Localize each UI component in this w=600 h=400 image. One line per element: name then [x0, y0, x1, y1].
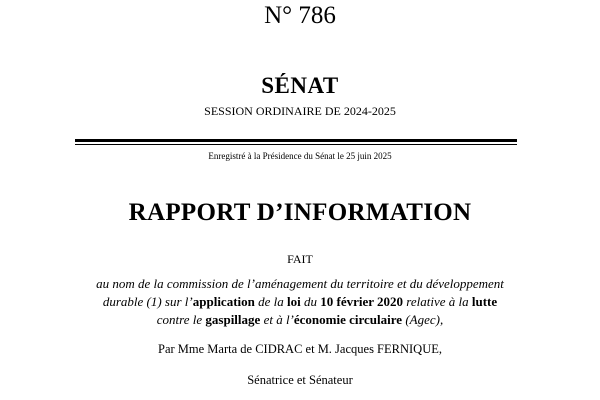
made-label: FAIT — [287, 252, 313, 266]
report-subject — [0, 275, 600, 329]
subject-line — [0, 275, 600, 293]
subject-text: durable (1) sur l’ — [102, 294, 193, 309]
author-roles: Sénatrice et Sénateur — [247, 373, 353, 387]
subject-text: au nom de la commission de l’aménagement du territoire et du développement — [96, 276, 504, 291]
subject-emphasis: application — [192, 294, 255, 309]
subject-emphasis: économie circulaire — [293, 312, 403, 327]
session-label: SESSION ORDINAIRE DE 2024-2025 — [204, 104, 396, 118]
subject-line — [0, 311, 600, 329]
report-title: RAPPORT D’INFORMATION — [128, 199, 472, 226]
subject-text: du — [300, 294, 321, 309]
report-authors: Par Mme Marta de CIDRAC et M. Jacques FERNIQUE, — [158, 342, 442, 356]
subject-text: relative à la — [403, 294, 472, 309]
subject-line — [0, 293, 600, 311]
separator-rule-thin — [75, 144, 517, 145]
document-number: N° 786 — [264, 2, 336, 29]
subject-emphasis: 10 février 2020 — [320, 294, 404, 309]
subject-text: contre le — [156, 312, 206, 327]
separator-rule-thick — [75, 139, 517, 142]
subject-text: de la — [254, 294, 288, 309]
subject-text: et à l’ — [260, 312, 294, 327]
registration-note: Enregistré à la Présidence du Sénat le 25 juin 2025 — [208, 151, 392, 161]
subject-emphasis: gaspillage — [205, 312, 261, 327]
subject-emphasis: lutte — [471, 294, 498, 309]
subject-text: (Agec), — [402, 312, 444, 327]
chamber-name: SÉNAT — [261, 73, 339, 98]
subject-emphasis: loi — [287, 294, 301, 309]
